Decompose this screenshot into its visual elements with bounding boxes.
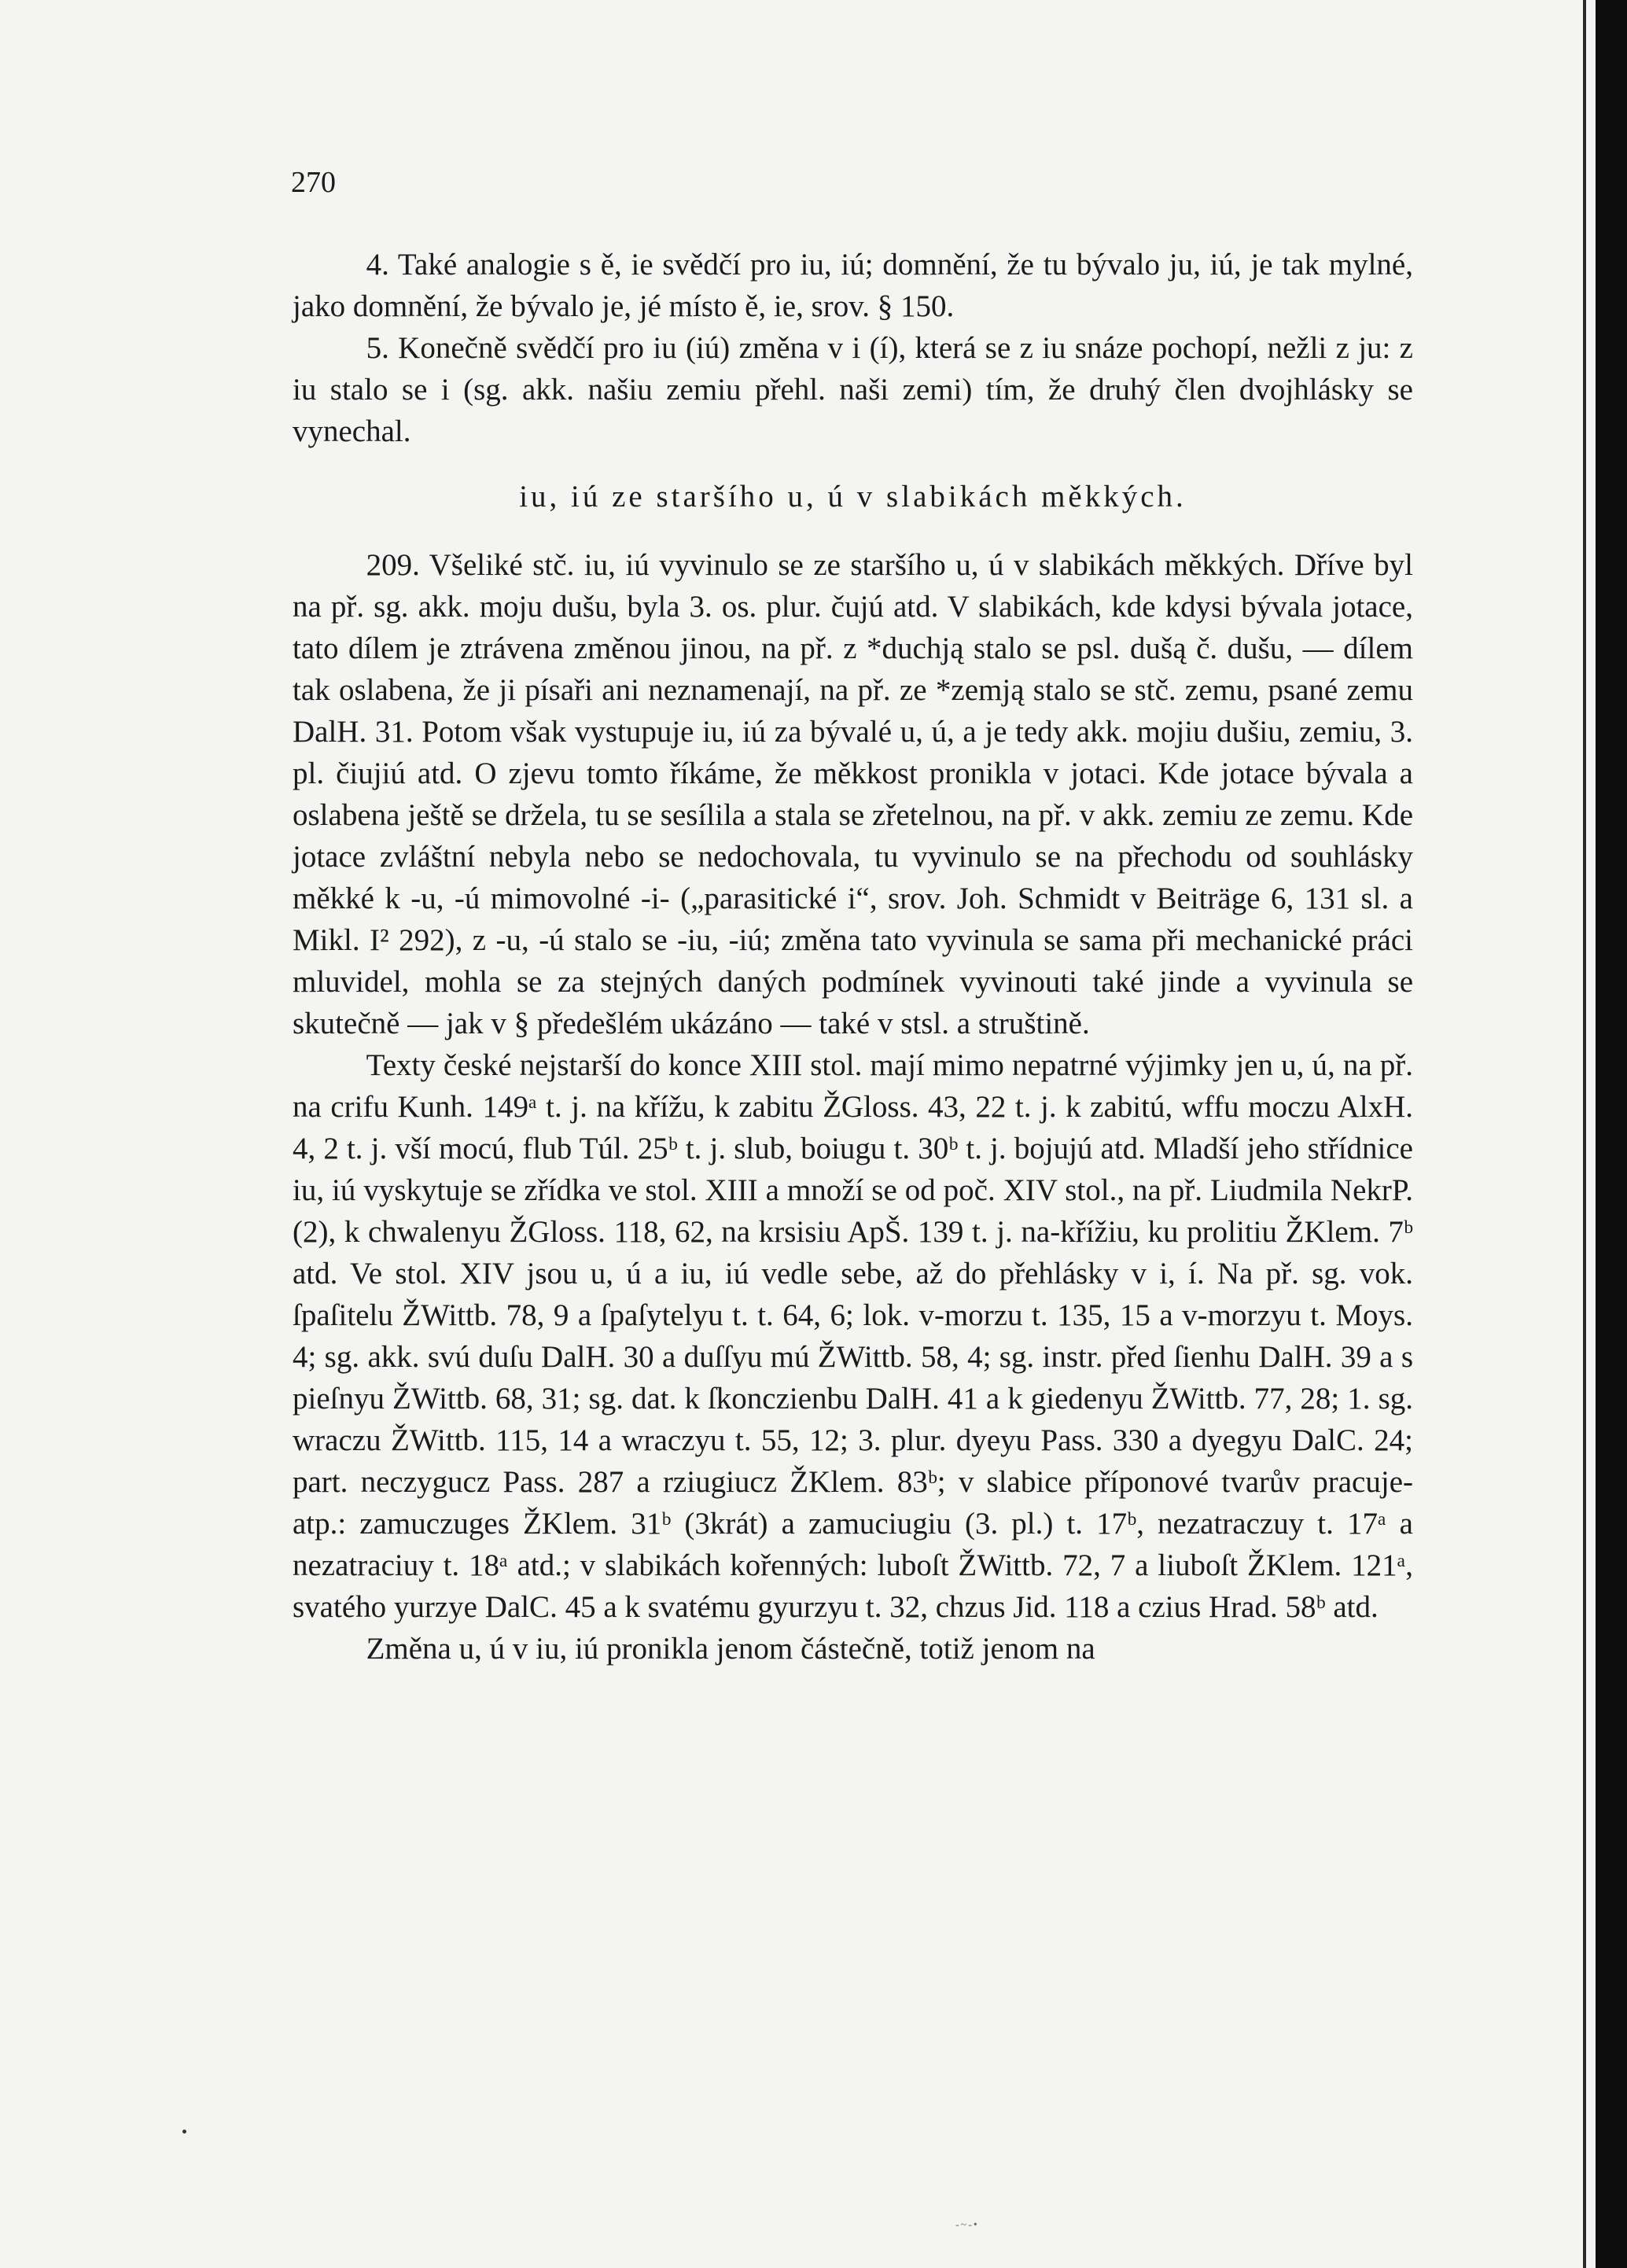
footer-mark: -~-• xyxy=(955,2219,979,2231)
texts-paragraph: Texty české nejstarší do konce XIII stol. mají mimo nepatrné výjimky jen u, ú, na př. na crifu Kunh. 149ᵃ t. j. na křížu, k zabitu ŽGloss. 43, 22 t. j. k zabitú, wffu moczu AlxH. 4, 2 t. j. vší mocú, flub Túl. 25ᵇ t. j. slub, boiugu t. 30ᵇ t. j. bojujú atd. Mladší jeho střídnice iu, iú vyskytuje se zřídka ve stol. XIII a množí se od poč. XIV stol., na př. Liudmila NekrP. (2), k chwalenyu ŽGloss. 118, 62, na krsisiu ApŠ. 139 t. j. na-křížiu, ku prolitiu ŽKlem. 7ᵇ atd. Ve stol. XIV jsou u, ú a iu, iú vedle sebe, až do přehlásky v i, í. Na př. sg. vok. ſpaſitelu ŽWittb. 78, 9 a ſpaſytelyu t. t. 64, 6; lok. v-morzu t. 135, 15 a v-morzyu t. Moys. 4; sg. akk. svú duſu DalH. 30 a duſſyu mú ŽWittb. 58, 4; sg. instr. před ſienhu DalH. 39 a s pieſnyu ŽWittb. 68, 31; sg. dat. k ſkonczienbu DalH. 41 a k giedenyu ŽWittb. 77, 28; 1. sg. wraczu ŽWittb. 115, 14 a wraczyu t. 55, 12; 3. plur. dyeyu Pass. 330 a dyegyu DalC. 24; part. neczygucz Pass. 287 a rziugiucz ŽKlem. 83ᵇ; v slabice příponové tvarův pracuje- atp.: zamuczuges ŽKlem. 31ᵇ (3krát) a zamuciugiu (3. pl.) t. 17ᵇ, nezatraczuy t. 17ᵃ a nezatraciuy t. 18ᵃ atd.; v slabikách kořenných: luboſt ŽWittb. 72, 7 a liuboſt ŽKlem. 121ᵃ, svatého yurzye DalC. 45 a k svatému gyurzyu t. 32, chzus Jid. 118 a czius Hrad. 58ᵇ atd. xyxy=(293,1048,1413,1624)
body-text xyxy=(293,244,1413,1670)
section-heading: iu, iú ze staršího u, ú v slabikách měkkých. xyxy=(519,480,1187,514)
scan-speck xyxy=(182,2130,186,2134)
section-209: 209. Všeliké stč. iu, iú vyvinulo se ze staršího u, ú v slabikách měkkých. Dříve byl na př. sg. akk. moju dušu, byla 3. os. plur. čujú atd. V slabikách, kde kdysi bývala jotace, tato dílem je ztrávena změnou jinou, na př. z *duchją stalo se psl. dušą č. dušu, — dílem tak oslabena, že ji písaři ani neznamenají, na př. ze *zemją stalo se stč. zemu, psané zemu DalH. 31. Potom však vystupuje iu, iú za bývalé u, ú, a je tedy akk. mojiu dušiu, zemiu, 3. pl. čiujiú atd. O zjevu tomto říkáme, že měkkost pronikla v jotaci. Kde jotace bývala a oslabena ještě se držela, tu se sesílila a stala se zřetelnou, na př. v akk. zemiu ze zemu. Kde jotace zvláštní nebyla nebo se nedochovala, tu vyvinulo se na přechodu od souhlásky měkké k -u, -ú mimovolné -i- („parasitické i“, srov. Joh. Schmidt v Beiträge 6, 131 sl. a Mikl. I² 292), z -u, -ú stalo se -iu, -iú; změna tato vyvinula se sama při mechanické práci mluvidel, mohla se za stejných daných podmínek vyvinouti také jinde a vyvinula se skutečně — jak v § předešlém ukázáno — také v stsl. a struštině. xyxy=(293,548,1413,1040)
page-edge-line xyxy=(1583,0,1586,2268)
paragraph-4: 4. Také analogie s ě, ie svědčí pro iu, iú; domnění, že tu bývalo ju, iú, je tak mylné, jako domnění, že bývalo je, jé místo ě, ie, srov. § 150. xyxy=(293,248,1413,323)
paragraph-5: 5. Konečně svědčí pro iu (iú) změna v i (í), která se z iu snáze pochopí, nežli z ju: z iu stalo se i (sg. akk. našiu zemiu přehl. naši zemi) tím, že druhý člen dvojhlásky se vynechal. xyxy=(293,331,1413,448)
page-number: 270 xyxy=(291,166,336,199)
scan-border xyxy=(1596,0,1627,2268)
closing-line: Změna u, ú v iu, iú pronikla jenom částečně, totiž jenom na xyxy=(366,1632,1095,1666)
